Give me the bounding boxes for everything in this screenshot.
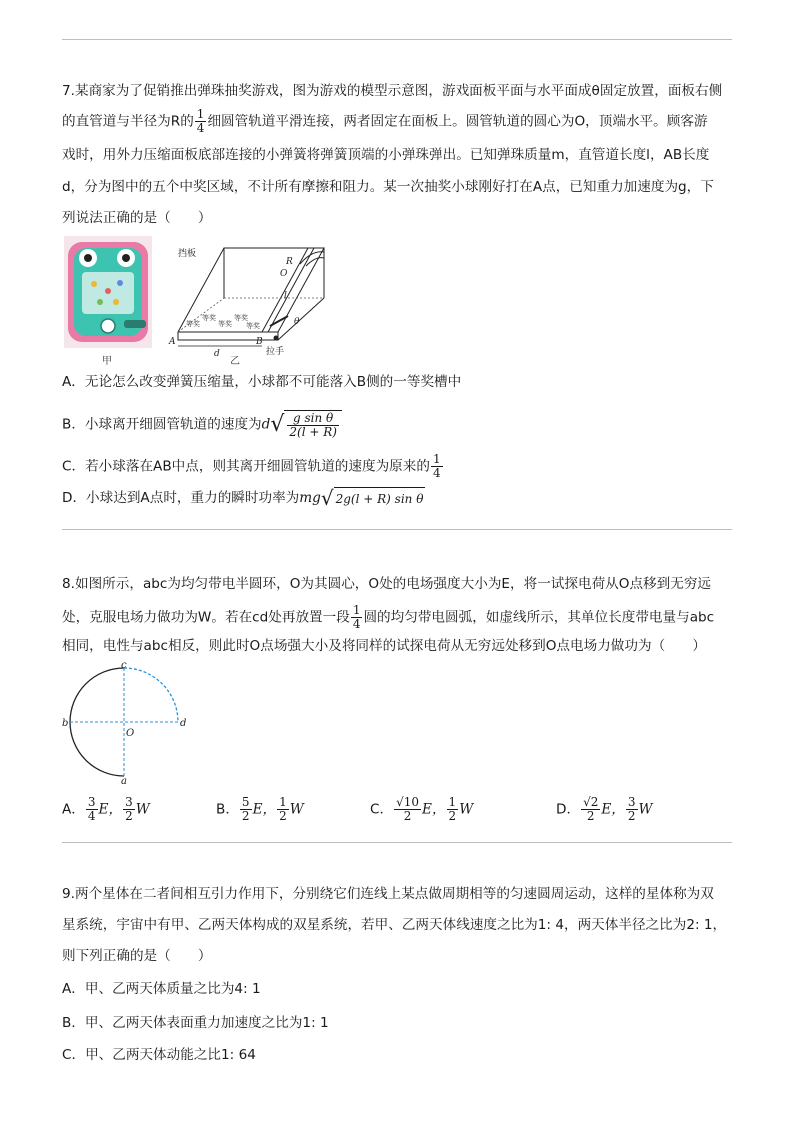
q9-option-a[interactable]: A．甲、乙两天体质量之比为4: 1 [62, 981, 261, 997]
q7-label-l: l [284, 291, 287, 301]
q8-label-a: a [121, 776, 127, 784]
q8-line2-b: 圆的均匀带电圆弧，如虚线所示，其单位长度带电量与abc [363, 609, 715, 626]
q7-line2 [62, 108, 708, 135]
q7-prize-slot-4: 等奖 [234, 314, 248, 322]
q8-option-b-E: E， [252, 801, 277, 818]
q7-line3: 戏时，用外力压缩面板底部连接的小弹簧将弹簧顶端的小弹珠弹出。已知弹珠质量m，直管道长度l，AB长度 [62, 147, 710, 163]
q8-line2-a: 处，克服电场力做功为W。若在cd处再放置一段 [62, 609, 350, 626]
q7-line5: 列说法正确的是（ ） [62, 210, 212, 226]
q7-board-diagram [166, 236, 356, 360]
q8-line1: 8.如图所示，abc为均匀带电半圆环，O为其圆心，O处的电场强度大小为E，将一试探电荷从O点移到无穷远 [62, 576, 712, 592]
q7-toy-photo [64, 236, 152, 348]
q7-option-d-text: D．小球达到A点时，重力的瞬时功率为 [62, 490, 300, 506]
q8-option-c-E: E， [422, 801, 446, 818]
q7-line2-a: 的直管道与半径为R的 [62, 113, 194, 130]
q9-line2: 星系统，宇宙中有甲、乙两天体构成的双星系统，若甲、乙两天体线速度之比为1: 4，两天体半径之比为2: 1， [62, 917, 727, 933]
q7-label-B: B [256, 337, 263, 347]
q7-option-c-text: C．若小球落在AB中点，则其离开细圆管轨道的速度为原来的 [62, 458, 430, 475]
q7-prize-slot-2: 等奖 [202, 314, 216, 322]
q7-option-b-radical: √ [270, 411, 285, 437]
q7-option-b-d: d [261, 416, 271, 433]
q7-fraction-quarter: $\frac{1}{4}$ [196, 107, 205, 135]
q7-option-d-radical: √ [320, 486, 334, 510]
divider-top [62, 39, 732, 40]
q8-option-a-label: A． [62, 801, 85, 818]
divider-q7-q8 [62, 529, 732, 530]
q8-label-c: c [121, 660, 127, 671]
q9-line1: 9.两个星体在二者间相互引力作用下，分别绕它们连线上某点做周期相等的匀速圆周运动，这样的星体称为双 [62, 886, 714, 902]
q8-option-c-label: C． [370, 801, 394, 818]
q8-option-d-label: D． [556, 801, 581, 818]
q7-option-b[interactable] [62, 410, 342, 439]
q9-option-c[interactable]: C．甲、乙两天体动能之比1: 64 [62, 1047, 256, 1063]
q7-label-d: d [214, 349, 220, 359]
q7-option-a[interactable]: A．无论怎么改变弹簧压缩量，小球都不可能落入B侧的一等奖槽中 [62, 374, 462, 390]
q8-option-a[interactable]: A． $\frac{3}{4}$ E， $\frac{3}{2}$ W [62, 795, 150, 823]
q8-option-a-W: W [135, 801, 150, 818]
q7-option-b-sqrt: $\frac{\text{g sin θ}}{2(l + R)}$ [284, 410, 342, 439]
q7-label-A: A [169, 337, 176, 347]
q8-option-b-W: W [289, 801, 304, 818]
q7-option-b-text: B．小球离开细圆管轨道的速度为 [62, 416, 262, 433]
q7-line1: 7.某商家为了促销推出弹珠抽奖游戏，图为游戏的模型示意图，游戏面板平面与水平面成θ固定放置，面板右侧 [62, 83, 723, 99]
divider-q8-q9 [62, 842, 732, 843]
q7-prize-slot-5: 等奖 [246, 322, 260, 330]
q7-option-c[interactable] [62, 453, 444, 480]
q8-option-d-W: W [638, 801, 653, 818]
q7-option-d[interactable] [62, 487, 425, 509]
q7-label-theta: θ [294, 317, 300, 327]
q9-line3: 则下列正确的是（ ） [62, 948, 212, 964]
q8-option-a-E: E， [98, 801, 123, 818]
q8-option-d[interactable]: D． $\frac{√2}{2}$ E， $\frac{3}{2}$ W [556, 795, 653, 823]
q7-option-c-fraction: $\frac{1}{4}$ [432, 452, 441, 480]
q7-prize-slot-1: 等奖 [186, 320, 200, 328]
q7-label-R: R [286, 257, 293, 267]
q7-option-d-mg: mg [299, 490, 321, 506]
q8-line2 [62, 604, 714, 631]
q7-line4: d，分为图中的五个中奖区域，不计所有摩擦和阻力。某一次抽奖小球刚好打在A点，已知重力加速度为g，下 [62, 179, 714, 195]
q8-option-c[interactable]: C． $\frac{√10}{2}$ E， $\frac{1}{2}$ W [370, 795, 474, 823]
q8-option-b-label: B． [216, 801, 239, 818]
q8-label-d: d [180, 718, 187, 729]
q8-fraction-quarter: $\frac{1}{4}$ [352, 603, 361, 631]
q9-option-b[interactable]: B．甲、乙两天体表面重力加速度之比为1: 1 [62, 1015, 329, 1031]
q8-option-c-W: W [459, 801, 474, 818]
q7-prize-slot-3: 等奖 [218, 320, 232, 328]
q7-option-d-sqrt: 2g(l + R) sin θ [334, 487, 426, 509]
q7-line2-b: 细圆管轨道平滑连接，两者固定在面板上。圆管轨道的圆心为O，顶端水平。顾客游 [207, 113, 708, 130]
q8-option-b[interactable]: B． $\frac{5}{2}$ E， $\frac{1}{2}$ W [216, 795, 304, 823]
q8-semicircle-diagram [62, 660, 192, 784]
q8-label-b: b [62, 718, 69, 729]
q7-label-handle: 拉手 [266, 347, 285, 357]
q7-caption-jia: 甲 [102, 356, 112, 367]
q8-option-d-E: E， [601, 801, 625, 818]
q7-label-O: O [280, 269, 288, 279]
q7-caption-yi: 乙 [230, 356, 240, 367]
q8-line3: 相同，电性与abc相反，则此时O点场强大小及将同样的试探电荷从无穷远处移到O点电场力做功为（ ） [62, 638, 706, 654]
q7-label-baffle: 挡板 [178, 249, 197, 259]
q8-label-O: O [126, 728, 135, 739]
